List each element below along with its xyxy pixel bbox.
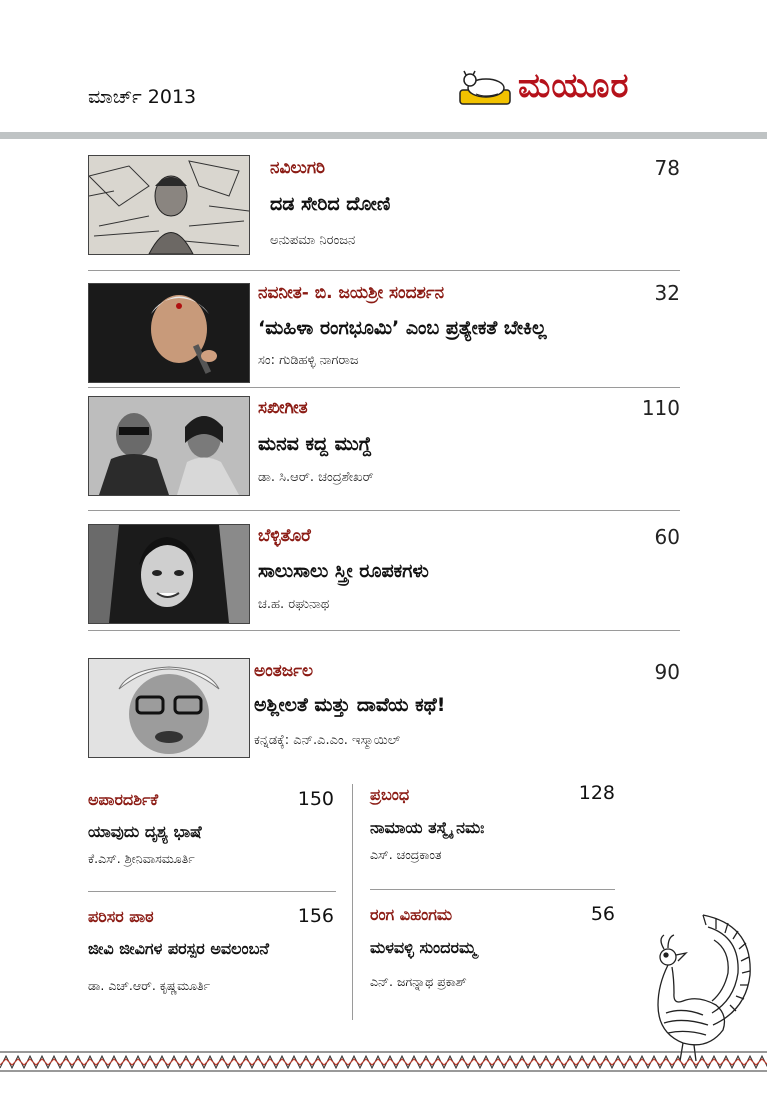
column-divider: [352, 784, 353, 1020]
section-heading: ಪರಿಸರ ಪಾಠ: [88, 907, 154, 926]
couple-photo-icon: [89, 397, 249, 495]
article-image-navilugari: [88, 155, 250, 255]
article-title[interactable]: ಅಶ್ಲೀಲತೆ ಮತ್ತು ದಾವೆಯ ಕಥೆ!: [254, 694, 446, 716]
divider: [370, 889, 615, 890]
section-heading: ರಂಗ ವಿಹಂಗಮ: [370, 905, 453, 924]
page-number: 90: [654, 660, 680, 684]
page-number: 56: [590, 903, 615, 925]
article-title[interactable]: ದಡ ಸೇರಿದ ದೋಣಿ: [270, 193, 391, 215]
article-author: ಚ.ಹ. ರಘುನಾಥ: [258, 597, 330, 612]
divider: [88, 387, 680, 388]
article-author: ಕನ್ನಡಕ್ಕೆ: ಎನ್.ಎ.ಎಂ. ಇಸ್ಮಾಯಿಲ್: [254, 733, 401, 748]
section-heading: ಅಪಾರದರ್ಶಿಕೆ: [88, 790, 159, 809]
article-title[interactable]: ಯಾವುದು ದೃಶ್ಯ ಭಾಷೆ: [88, 822, 202, 841]
photo-portrait-icon: [89, 284, 249, 382]
divider: [88, 630, 680, 631]
elder-portrait-icon: [89, 659, 249, 757]
article-author: ಕೆ.ಎಸ್. ಶ್ರೀನಿವಾಸಮೂರ್ತಿ: [88, 851, 195, 866]
page-number: 78: [654, 156, 680, 180]
article-author: ಎನ್. ಜಗನ್ನಾಥ ಪ್ರಕಾಶ್: [370, 974, 467, 989]
header-band: [0, 132, 767, 139]
brand-name: ಮಯೂರ: [518, 66, 630, 106]
article-author: ಡಾ. ಎಚ್.ಆರ್. ಕೃಷ್ಣಮೂರ್ತಿ: [88, 978, 211, 993]
article-title[interactable]: ನಾಮಾಯ ತಸ್ಮೈ ನಮಃ: [370, 818, 485, 837]
magazine-logo: [458, 66, 680, 110]
divider: [88, 270, 680, 271]
page-number: 60: [654, 525, 680, 549]
section-heading: ನವನೀತ- ಬಿ. ಜಯಶ್ರೀ ಸಂದರ್ಶನ: [258, 283, 445, 303]
article-image-sakhigeeta: [88, 396, 250, 496]
article-author: ಡಾ. ಸಿ.ಆರ್. ಚಂದ್ರಶೇಖರ್: [258, 470, 374, 485]
article-title[interactable]: ಜೀವಿ ಜೀವಿಗಳ ಪರಸ್ಪರ ಅವಲಂಬನೆ: [88, 939, 269, 958]
page-number: 128: [578, 782, 615, 804]
section-heading: ಅಂತರ್ಜಲ: [254, 661, 313, 681]
article-title[interactable]: ಮನವ ಕದ್ದ ಮುಗ್ದೆ: [258, 433, 372, 455]
peacock-icon: [628, 905, 758, 1063]
article-title[interactable]: ಮಳವಳ್ಳಿ ಸುಂದರಮ್ಮ: [370, 938, 477, 957]
article-image-navaneeta: [88, 283, 250, 383]
zigzag-border-icon: [0, 1048, 767, 1074]
article-author: ಎಸ್. ಚಂದ್ರಕಾಂತ: [370, 847, 442, 862]
section-heading: ನವಿಲುಗರಿ: [270, 158, 326, 178]
page-number: 32: [654, 281, 680, 305]
article-author: ಅನುಪಮಾ ನಿರಂಜನ: [270, 233, 356, 248]
issue-month: ಮಾರ್ಚ್ 2013: [88, 86, 197, 108]
section-heading: ಬೆಳ್ಳಿತೊರೆ: [258, 526, 311, 546]
divider: [88, 891, 336, 892]
page-number: 156: [297, 905, 334, 927]
article-image-bellitore: [88, 524, 250, 624]
section-heading: ಸಖೀಗೀತ: [258, 398, 308, 418]
bull-emblem-icon: [458, 70, 514, 106]
sketch-illustration-icon: [89, 156, 249, 254]
article-title[interactable]: ‘ಮಹಿಳಾ ರಂಗಭೂಮಿ’ ಎಂಬ ಪ್ರತ್ಯೇಕತೆ ಬೇಕಿಲ್ಲ: [258, 317, 547, 339]
page-number: 110: [641, 396, 680, 420]
article-title[interactable]: ಸಾಲುಸಾಲು ಸ್ತ್ರೀ ರೂಪಕಗಳು: [258, 560, 429, 582]
page-number: 150: [297, 788, 334, 810]
divider: [88, 510, 680, 511]
article-author: ಸಂ: ಗುಡಿಹಳ್ಳಿ ನಾಗರಾಜ: [258, 353, 359, 368]
article-image-antarjala: [88, 658, 250, 758]
actress-photo-icon: [89, 525, 249, 623]
section-heading: ಪ್ರಬಂಧ: [370, 785, 410, 804]
